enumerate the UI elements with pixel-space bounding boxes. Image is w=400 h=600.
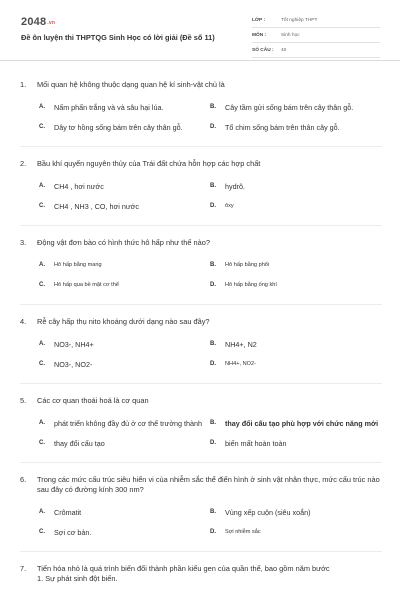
option-text: thay đổi cấu tạo phù hợp với chức năng mới bbox=[225, 418, 379, 428]
option-letter: A. bbox=[39, 104, 45, 110]
option-letter: D. bbox=[210, 440, 216, 446]
question-text: Tiến hóa nhỏ là quá trình biến đổi thành phần kiểu gen của quần thể, bao gồm năm bước bbox=[37, 564, 330, 573]
document-header bbox=[0, 0, 400, 61]
option-b[interactable] bbox=[210, 337, 391, 351]
divider bbox=[20, 146, 382, 147]
option-text: Cây tầm gửi sống bám trên cây thân gỗ. bbox=[225, 102, 354, 112]
question-text: Động vật đơn bào có hình thức hô hấp như thế nào? bbox=[37, 238, 210, 247]
option-letter: A. bbox=[39, 341, 45, 347]
question-sublist bbox=[37, 574, 382, 584]
option-text: Hô hấp bằng phổi bbox=[225, 261, 270, 268]
option-letter: C. bbox=[39, 282, 45, 288]
option-a[interactable] bbox=[39, 179, 210, 193]
option-letter: D. bbox=[210, 529, 216, 535]
option-text: Dây tơ hồng sống bám trên cây thân gỗ. bbox=[54, 122, 183, 132]
divider bbox=[20, 462, 382, 463]
option-text: NO3-, NO2- bbox=[54, 359, 93, 369]
answer-options bbox=[39, 179, 382, 213]
option-text: Crômatit bbox=[54, 507, 82, 517]
option-text: Hô hấp qua bề mặt cơ thể bbox=[54, 281, 119, 288]
option-d[interactable] bbox=[210, 357, 391, 371]
question-1 bbox=[20, 80, 382, 134]
option-text: Hô hấp bằng mang bbox=[54, 261, 102, 268]
option-text: NO3-, NH4+ bbox=[54, 339, 94, 349]
option-letter: B. bbox=[210, 104, 216, 110]
option-b[interactable] bbox=[210, 416, 391, 430]
option-d[interactable] bbox=[210, 199, 391, 213]
question-text: Rễ cây hấp thụ nito khoáng dưới dạng nào sau đây? bbox=[37, 317, 210, 326]
option-text: hydrô. bbox=[225, 181, 245, 191]
option-letter: D. bbox=[210, 361, 216, 367]
option-text: Nấm phấn trắng và và sâu hại lúa. bbox=[54, 102, 164, 112]
question-6 bbox=[20, 475, 382, 539]
option-a[interactable] bbox=[39, 416, 210, 430]
option-letter: C. bbox=[39, 361, 45, 367]
option-text: CH4 , NH3 , CO, hơi nước bbox=[54, 201, 139, 211]
option-b[interactable] bbox=[210, 505, 391, 519]
question-2 bbox=[20, 159, 382, 213]
option-a[interactable] bbox=[39, 100, 210, 114]
question-number: 1. bbox=[20, 80, 27, 89]
option-letter: D. bbox=[210, 203, 216, 209]
option-text: biến mất hoàn toàn bbox=[225, 438, 287, 448]
option-letter: A. bbox=[39, 420, 45, 426]
option-letter: B. bbox=[210, 420, 216, 426]
answer-options bbox=[39, 258, 382, 292]
option-d[interactable] bbox=[210, 525, 391, 539]
question-list bbox=[0, 80, 400, 584]
option-letter: C. bbox=[39, 440, 45, 446]
question-text: Bầu khí quyển nguyên thủy của Trái đất chứa hỗn hợp các hợp chất bbox=[37, 159, 261, 168]
option-text: Sợi cơ bản. bbox=[54, 527, 92, 537]
option-c[interactable] bbox=[39, 278, 210, 292]
option-c[interactable] bbox=[39, 436, 210, 450]
meta-row-class bbox=[252, 13, 380, 28]
option-text: Hô hấp bằng ống khí bbox=[225, 281, 277, 288]
question-text: Trong các mức cấu trúc siêu hiển vi của nhiễm sắc thể điển hình ở sinh vật nhân thực, mức cấu trúc nào sau đây có đường kính 300 nm? bbox=[37, 475, 380, 494]
option-text: Sợi nhiễm sắc bbox=[225, 528, 261, 535]
option-letter: A. bbox=[39, 183, 45, 189]
option-d[interactable] bbox=[210, 436, 391, 450]
sublist-item: 1. Sự phát sinh đột biến. bbox=[37, 574, 118, 583]
option-text: NH4+, N2 bbox=[225, 339, 257, 349]
option-letter: B. bbox=[210, 341, 216, 347]
option-text: Tổ chim sống bám trên thân cây gỗ. bbox=[225, 122, 340, 132]
option-a[interactable] bbox=[39, 505, 210, 519]
option-letter: B. bbox=[210, 183, 216, 189]
option-c[interactable] bbox=[39, 357, 210, 371]
option-letter: B. bbox=[210, 262, 216, 268]
option-text: thay đổi cấu tạo bbox=[54, 438, 105, 448]
option-letter: B. bbox=[210, 509, 216, 515]
meta-label: LỚP : bbox=[252, 17, 266, 23]
question-number: 7. bbox=[20, 564, 27, 573]
meta-row-subject bbox=[252, 28, 380, 43]
option-text: CH4 , hơi nước bbox=[54, 181, 104, 191]
option-text: phát triển không đầy đủ ở cơ thể trưởng thành bbox=[54, 418, 203, 428]
meta-value: 40 bbox=[281, 47, 287, 53]
divider bbox=[20, 551, 382, 552]
meta-panel bbox=[252, 13, 380, 58]
divider bbox=[20, 383, 382, 384]
meta-row-question-count bbox=[252, 43, 380, 58]
site-logo[interactable] bbox=[21, 16, 55, 28]
option-text: NH4+, NO2- bbox=[225, 360, 256, 367]
option-d[interactable] bbox=[210, 120, 391, 134]
question-text: Mối quan hệ không thuộc dạng quan hệ kí sinh-vật chủ là bbox=[37, 80, 225, 89]
question-text: Các cơ quan thoái hoá là cơ quan bbox=[37, 396, 149, 405]
option-b[interactable] bbox=[210, 179, 391, 193]
option-b[interactable] bbox=[210, 258, 391, 272]
option-letter: A. bbox=[39, 262, 45, 268]
meta-value: Tốt nghiệp THPT bbox=[281, 17, 318, 23]
option-c[interactable] bbox=[39, 120, 210, 134]
answer-options bbox=[39, 505, 382, 539]
option-a[interactable] bbox=[39, 258, 210, 272]
option-text: ôxy bbox=[225, 202, 234, 209]
question-number: 2. bbox=[20, 159, 27, 168]
meta-value: Sinh học bbox=[281, 32, 300, 38]
divider bbox=[20, 304, 382, 305]
option-a[interactable] bbox=[39, 337, 210, 351]
answer-options bbox=[39, 100, 382, 134]
option-letter: C. bbox=[39, 124, 45, 130]
option-b[interactable] bbox=[210, 100, 391, 114]
option-text: Vùng xếp cuộn (siêu xoắn) bbox=[225, 507, 311, 517]
question-number: 3. bbox=[20, 238, 27, 247]
meta-label: MÔN : bbox=[252, 32, 267, 38]
option-letter: D. bbox=[210, 282, 216, 288]
document-title: Đề ôn luyện thi THPTQG Sinh Học có lời giải (Đề số 11) bbox=[21, 33, 215, 42]
logo-text: 2048 bbox=[21, 16, 47, 28]
question-5 bbox=[20, 396, 382, 450]
question-3 bbox=[20, 238, 382, 292]
option-letter: C. bbox=[39, 203, 45, 209]
option-letter: A. bbox=[39, 509, 45, 515]
question-number: 6. bbox=[20, 475, 27, 484]
question-4 bbox=[20, 317, 382, 371]
logo-suffix: .vn bbox=[47, 20, 56, 26]
divider bbox=[20, 225, 382, 226]
question-7 bbox=[20, 564, 382, 584]
option-letter: C. bbox=[39, 529, 45, 535]
option-c[interactable] bbox=[39, 199, 210, 213]
question-number: 4. bbox=[20, 317, 27, 326]
option-d[interactable] bbox=[210, 278, 391, 292]
question-number: 5. bbox=[20, 396, 27, 405]
answer-options bbox=[39, 416, 382, 450]
answer-options bbox=[39, 337, 382, 371]
option-c[interactable] bbox=[39, 525, 210, 539]
meta-label: SỐ CÂU : bbox=[252, 47, 274, 53]
option-letter: D. bbox=[210, 124, 216, 130]
